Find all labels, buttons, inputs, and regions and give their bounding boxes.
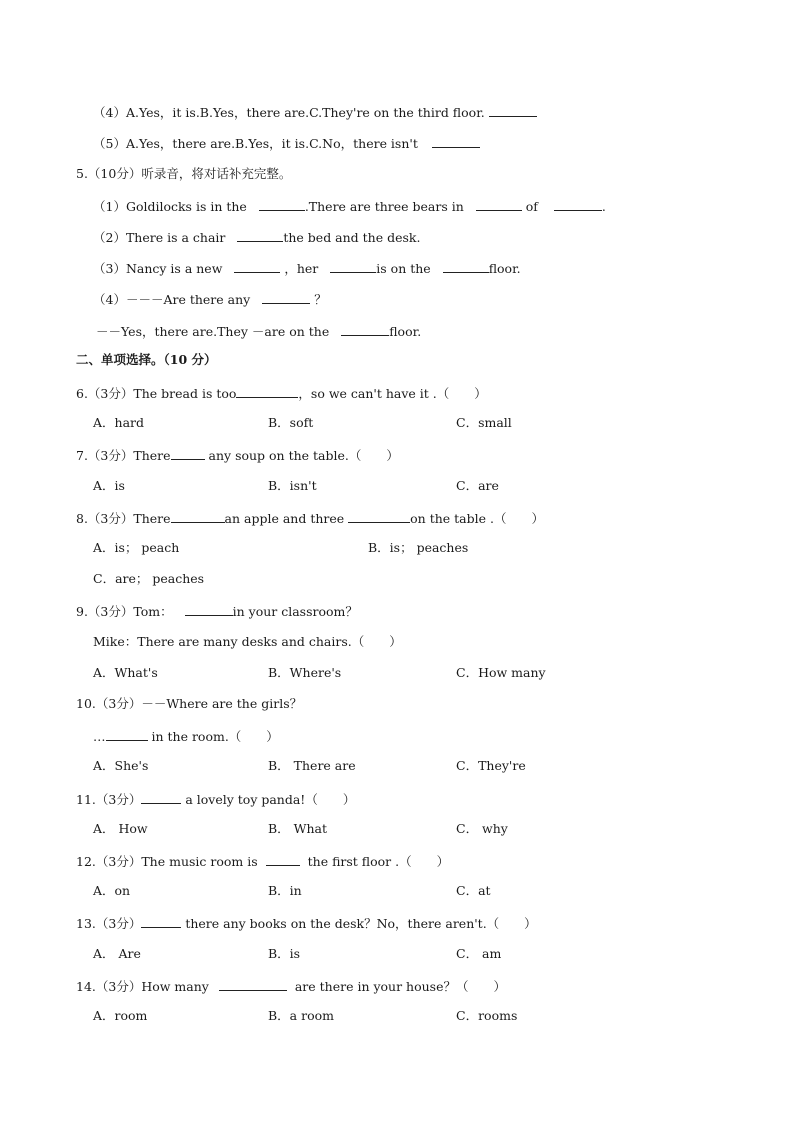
- option-c[interactable]: C．are: [456, 478, 499, 493]
- task5-heading: 5.（10分）听录音，将对话补充完整。: [76, 166, 292, 181]
- answer-blank[interactable]: [341, 322, 389, 336]
- option-c[interactable]: C．rooms: [456, 1008, 518, 1023]
- answer-blank[interactable]: [236, 384, 298, 398]
- answer-blank[interactable]: [476, 197, 522, 211]
- question-14: 14.（3分）How many are there in your house？（ ）: [76, 979, 506, 994]
- option-a[interactable]: A． How: [93, 821, 148, 836]
- question-10-line-2: … in the room.（ ）: [93, 729, 279, 744]
- option-c[interactable]: C．small: [456, 415, 512, 430]
- question-12: 12.（3分）The music room is the first floor .（ ）: [76, 854, 450, 869]
- answer-blank[interactable]: [266, 852, 300, 866]
- option-b[interactable]: B．is； peaches: [368, 540, 469, 555]
- answer-blank[interactable]: [348, 509, 410, 523]
- answer-blank[interactable]: [171, 509, 225, 523]
- answer-blank[interactable]: [171, 446, 205, 460]
- task5-line-3: （3）Nancy is a new ，her is on the floor.: [93, 261, 521, 276]
- task5-line-4: （4）－－－Are there any ？: [93, 292, 327, 307]
- option-a[interactable]: A．on: [93, 883, 131, 898]
- option-a[interactable]: A．What's: [93, 665, 158, 680]
- option-b[interactable]: B． What: [268, 821, 328, 836]
- option-b[interactable]: B． There are: [268, 758, 356, 773]
- task5-line-5: －－Yes，there are.They －are on the floor.: [96, 324, 422, 339]
- answer-blank[interactable]: [141, 914, 181, 928]
- option-b[interactable]: B．isn't: [268, 478, 317, 493]
- option-c[interactable]: C． am: [456, 946, 502, 961]
- question-7: 7.（3分）There any soup on the table.（ ）: [76, 448, 399, 463]
- question-10: 10.（3分）－－Where are the girls？: [76, 696, 303, 711]
- task5-line-1: （1）Goldilocks is in the .There are three bears in of .: [93, 199, 606, 214]
- answer-blank[interactable]: [185, 602, 233, 616]
- answer-blank[interactable]: [219, 977, 287, 991]
- question-8: 8.（3分）There an apple and three on the table .（ ）: [76, 511, 544, 526]
- question-9: 9.（3分）Tom： in your classroom？: [76, 604, 358, 619]
- question-13: 13.（3分） there any books on the desk？No，there aren't.（ ）: [76, 916, 537, 931]
- answer-blank[interactable]: [234, 259, 280, 273]
- answer-blank[interactable]: [554, 197, 602, 211]
- option-c[interactable]: C． why: [456, 821, 508, 836]
- question-6: 6.（3分）The bread is too ，so we can't have it .（ ）: [76, 386, 487, 401]
- option-a[interactable]: A． Are: [93, 946, 141, 961]
- answer-blank[interactable]: [106, 727, 148, 741]
- task5-line-2: （2）There is a chair the bed and the desk.: [93, 230, 421, 245]
- answer-blank[interactable]: [330, 259, 376, 273]
- answer-blank[interactable]: [141, 790, 181, 804]
- section-2-heading: 二、单项选择。（10 分）: [76, 352, 217, 367]
- answer-blank[interactable]: [443, 259, 489, 273]
- answer-blank[interactable]: [432, 134, 480, 148]
- option-a[interactable]: A．is: [93, 478, 125, 493]
- option-a[interactable]: A．She's: [93, 758, 149, 773]
- option-b[interactable]: B．Where's: [268, 665, 342, 680]
- question-9-line-2: Mike：There are many desks and chairs.（ ）: [93, 634, 402, 649]
- option-a[interactable]: A．hard: [93, 415, 145, 430]
- answer-blank[interactable]: [259, 197, 305, 211]
- option-a[interactable]: A．room: [93, 1008, 148, 1023]
- option-a[interactable]: A．is； peach: [93, 540, 180, 555]
- answer-blank[interactable]: [262, 290, 310, 304]
- question-11: 11.（3分） a lovely toy panda!（ ）: [76, 792, 356, 807]
- option-b[interactable]: B．a room: [268, 1008, 334, 1023]
- listening-q5: （5）A.Yes，there are.B.Yes，it is.C.No，there isn't: [93, 134, 480, 152]
- option-b[interactable]: B．soft: [268, 415, 314, 430]
- option-c[interactable]: C．How many: [456, 665, 546, 680]
- listening-q4: （4）A.Yes，it is.B.Yes，there are.C.They're on the third floor.: [93, 103, 537, 121]
- option-c[interactable]: C．at: [456, 883, 491, 898]
- option-b[interactable]: B．is: [268, 946, 301, 961]
- answer-blank[interactable]: [489, 103, 537, 117]
- option-b[interactable]: B．in: [268, 883, 302, 898]
- option-c[interactable]: C．are； peaches: [93, 571, 205, 586]
- answer-blank[interactable]: [237, 228, 283, 242]
- option-c[interactable]: C．They're: [456, 758, 526, 773]
